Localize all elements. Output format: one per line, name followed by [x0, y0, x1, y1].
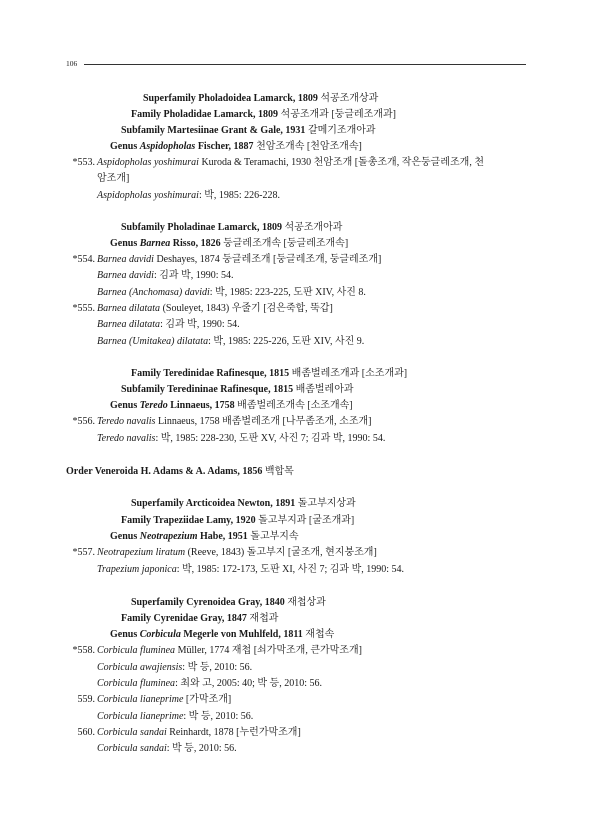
taxon-entry	[97, 286, 366, 300]
taxon-heading	[131, 108, 396, 122]
entry-number: *555.	[72, 303, 95, 314]
taxon-entry	[72, 546, 377, 560]
taxon-entry	[72, 253, 382, 267]
scientific-name: Neotrapezium liratum	[97, 547, 186, 558]
taxon-heading	[121, 612, 278, 626]
text-run: Superfamily Arcticoidea Newton, 1891	[131, 498, 298, 509]
taxon-heading	[110, 530, 299, 544]
taxon-entry	[97, 563, 404, 577]
text-run: 석공조개과 [둥글레조개과]	[280, 109, 396, 120]
taxon-heading	[110, 140, 362, 154]
text-run: 재첩속	[305, 629, 335, 640]
text-run: 돌고부지속	[250, 531, 299, 542]
text-run: : 박, 1985: 223-225, 도판 XIV, 사진 8.	[209, 287, 366, 298]
scientific-name: Trapezium japonica	[97, 564, 177, 575]
scientific-name: Barnea dilatata	[97, 303, 161, 314]
text-run: 암조개]	[97, 173, 130, 184]
taxon-entry	[72, 415, 372, 429]
scientific-name: Corbicula sandai	[97, 743, 167, 754]
entry-number: *556.	[72, 416, 95, 427]
text-run: : 박 등, 2010: 56.	[166, 743, 237, 754]
text-run: 돌고부지과 [굴조개과]	[258, 515, 355, 526]
page-number: 106	[66, 59, 78, 68]
scientific-name: Corbicula sandai	[97, 727, 167, 738]
text-run: (Souleyet, 1843) 우줄기 [검은죽합, 뚝갑]	[160, 303, 333, 314]
text-run: Family Cyrenidae Gray, 1847	[121, 613, 250, 624]
taxon-entry	[97, 172, 129, 186]
text-run: Müller, 1774 재첩 [쇠가막조개, 큰가막조개]	[175, 645, 362, 656]
scientific-name: Barnea dilatata	[97, 319, 161, 330]
taxon-heading	[143, 92, 378, 106]
text-run: : 박, 1985: 226-228.	[198, 190, 280, 201]
text-run: : 박 등, 2010: 56.	[183, 711, 254, 722]
text-run: 백합목	[264, 466, 294, 477]
text-run: : 박, 1985: 225-226, 도판 XIV, 사진 9.	[208, 336, 365, 347]
text-run: Habe, 1951	[197, 531, 251, 542]
taxon-heading	[121, 124, 376, 138]
text-run: [가막조개]	[183, 694, 232, 705]
text-run: Genus	[110, 629, 140, 640]
text-run: 갈메기조개아과	[307, 125, 376, 136]
scientific-name: Teredo navalis	[97, 416, 156, 427]
text-run: Genus	[110, 238, 140, 249]
text-run: Genus	[110, 141, 140, 152]
text-run: Linnaeus, 1758	[167, 400, 238, 411]
scientific-name: Barnea davidi	[97, 270, 154, 281]
page-header	[66, 58, 526, 70]
scientific-name: Corbicula awajiensis	[97, 662, 183, 673]
header-rule	[84, 64, 526, 65]
scientific-name: Teredo navalis	[97, 433, 156, 444]
taxon-entry	[72, 644, 362, 658]
text-run: Subfamily Martesiinae Grant & Gale, 1931	[121, 125, 308, 136]
text-run: Family Trapeziidae Lamy, 1920	[121, 515, 259, 526]
text-run: Superfamily Cyrenoidea Gray, 1840	[131, 597, 288, 608]
text-run: Deshayes, 1874 둥글레조개 [둥글레조개, 둥글레조개]	[153, 254, 382, 265]
text-run: 배좀벌레아과	[295, 384, 354, 395]
text-run: Superfamily Pholadoidea Lamarck, 1809	[143, 93, 321, 104]
text-run: Fischer, 1887	[195, 141, 257, 152]
text-run: 재첩과	[249, 613, 279, 624]
text-run: : 최와 고, 2005: 40; 박 등, 2010: 56.	[175, 678, 322, 689]
text-run: 재첩상과	[287, 597, 326, 608]
scientific-name: Teredo	[139, 400, 168, 411]
taxon-entry	[97, 742, 237, 756]
scientific-name: Barnea	[139, 238, 171, 249]
text-run: Genus	[110, 531, 140, 542]
taxon-heading	[121, 383, 354, 397]
text-run: Family Teredinidae Rafinesque, 1815	[131, 368, 292, 379]
taxon-entry	[97, 432, 385, 446]
text-run: Risso, 1826	[170, 238, 224, 249]
taxon-entry	[72, 302, 333, 316]
taxon-entry	[97, 677, 322, 691]
text-run: 둥글레조개속 [둥글레조개속]	[223, 238, 349, 249]
entry-number: *558.	[72, 645, 95, 656]
text-run: 배좀벌레조개속 [소조개속]	[237, 400, 353, 411]
text-run: 천암조개속 [천암조개속]	[256, 141, 362, 152]
taxon-entry	[77, 693, 232, 707]
text-run: Subfamily Pholadinae Lamarck, 1809	[121, 222, 285, 233]
entry-number: 559.	[77, 694, 95, 705]
text-run: 석공조개아과	[284, 222, 343, 233]
scientific-name: Barnea (Anchomasa) davidi	[97, 287, 210, 298]
entry-number: *553.	[72, 157, 95, 168]
taxon-entry	[97, 335, 364, 349]
scientific-name: Aspidopholas yoshimurai	[97, 157, 199, 168]
taxon-heading	[110, 237, 348, 251]
taxon-heading	[121, 221, 342, 235]
text-run: Linnaeus, 1758 배좀벌레조개 [나무좀조개, 소조개]	[155, 416, 372, 427]
text-run: (Reeve, 1843) 돌고부지 [굴조개, 현지붕조개]	[185, 547, 377, 558]
taxon-entry	[97, 189, 280, 203]
scientific-name: Corbicula fluminea	[97, 678, 176, 689]
text-run: : 박 등, 2010: 56.	[182, 662, 253, 673]
text-run: : 김과 박, 1990: 54.	[160, 319, 240, 330]
scientific-name: Neotrapezium	[139, 531, 198, 542]
text-run: : 박, 1985: 172-173, 도판 XI, 사진 7; 김과 박, 1990: 54.	[176, 564, 405, 575]
taxon-entry	[97, 710, 253, 724]
taxon-heading	[131, 596, 326, 610]
text-run: Subfamily Teredininae Rafinesque, 1815	[121, 384, 296, 395]
scientific-name: Barnea (Umitakea) dilatata	[97, 336, 209, 347]
taxon-heading	[131, 497, 356, 511]
text-run: 석공조개상과	[320, 93, 379, 104]
text-run: 배좀벌레조개과 [소조개과]	[291, 368, 408, 379]
taxon-entry	[77, 726, 301, 740]
taxon-entry	[97, 661, 252, 675]
text-run: Order Veneroida H. Adams & A. Adams, 1856	[66, 466, 265, 477]
taxon-heading	[121, 514, 354, 528]
text-run: Kuroda & Teramachi, 1930 천암조개 [돌총조개, 작은둥글레조개, 천	[198, 157, 484, 168]
scientific-name: Aspidopholas	[139, 141, 196, 152]
scientific-name: Corbicula lianeprime	[97, 711, 184, 722]
entry-number: *557.	[72, 547, 95, 558]
taxon-heading	[110, 628, 334, 642]
scientific-name: Corbicula lianeprime	[97, 694, 184, 705]
text-run: Reinhardt, 1878 [누런가막조개]	[166, 727, 301, 738]
scientific-name: Corbicula	[139, 629, 181, 640]
entry-number: *554.	[72, 254, 95, 265]
text-run: Family Pholadidae Lamarck, 1809	[131, 109, 281, 120]
text-run: : 박, 1985: 228-230, 도판 XV, 사진 7; 김과 박, 1990: 54.	[155, 433, 386, 444]
taxon-entry	[97, 269, 233, 283]
text-run: : 김과 박, 1990: 54.	[153, 270, 234, 281]
scientific-name: Aspidopholas yoshimurai	[97, 190, 199, 201]
text-run: Genus	[110, 400, 140, 411]
taxon-entry	[97, 318, 240, 332]
scientific-name: Corbicula fluminea	[97, 645, 176, 656]
taxon-heading	[131, 367, 407, 381]
scientific-name: Barnea davidi	[97, 254, 154, 265]
text-run: Megerle von Muhlfeld, 1811	[180, 629, 306, 640]
entry-number: 560.	[77, 727, 95, 738]
taxon-heading	[110, 399, 353, 413]
taxon-heading	[66, 465, 294, 479]
taxon-entry	[72, 156, 484, 170]
text-run: 돌고부지상과	[297, 498, 356, 509]
